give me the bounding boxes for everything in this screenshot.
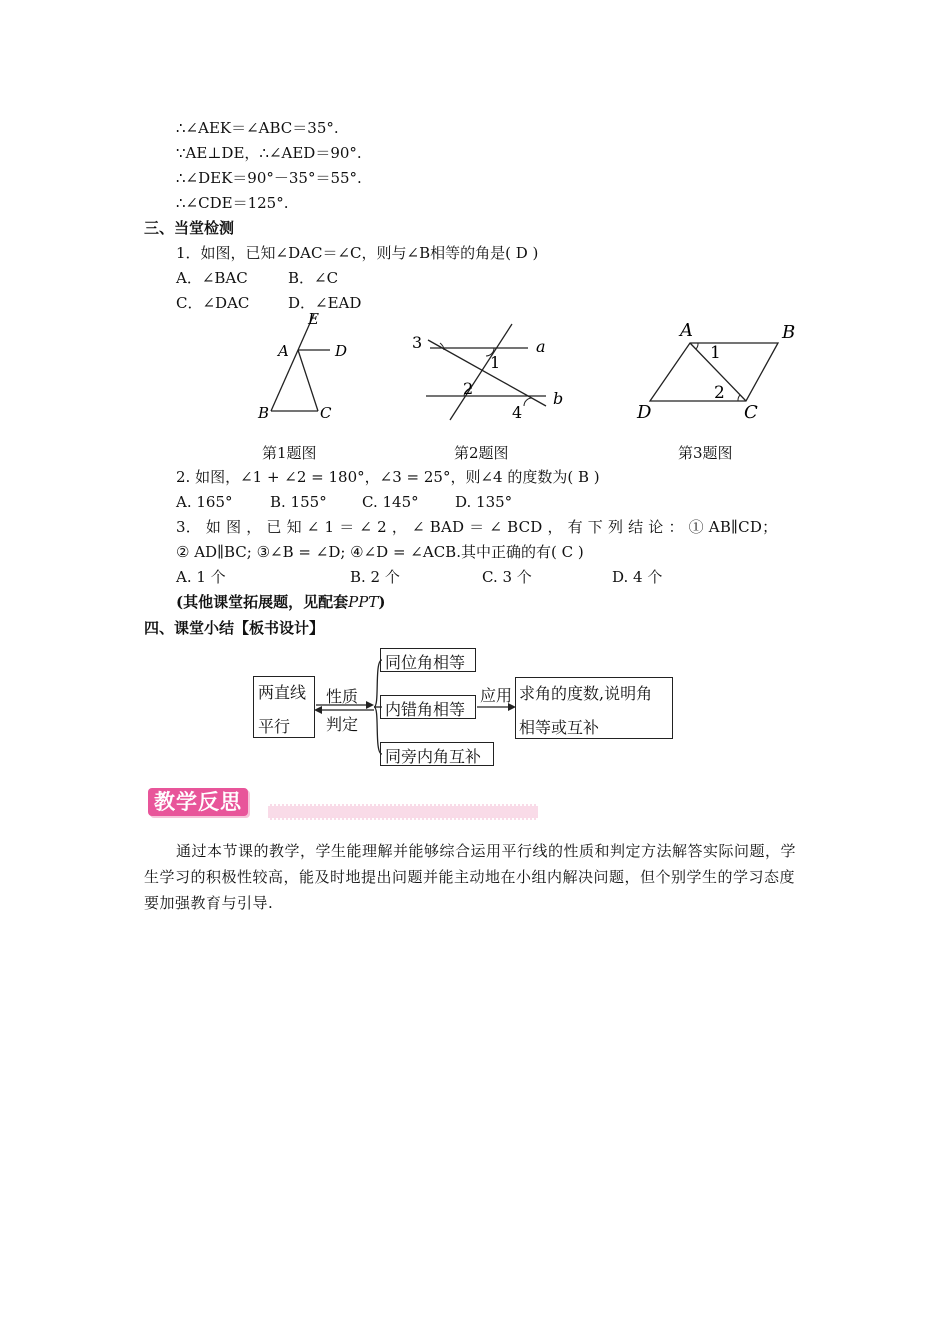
fig3-arc-2 <box>738 395 740 401</box>
q2-option-d: D. 135° <box>455 493 513 511</box>
fig2-label-4: 4 <box>512 403 523 422</box>
fig3-arc-1 <box>696 343 698 349</box>
section3-title: 三、当堂检测 <box>144 219 235 237</box>
board-right-line-1: 求角的度数,说明角 <box>519 684 653 703</box>
board-right-line-2: 相等或互补 <box>519 718 600 737</box>
proof-line-3: ∴∠DEK＝90°－35°＝55°. <box>176 169 362 187</box>
q1-option-a: A．∠BAC <box>176 269 248 287</box>
board-arrow-head-left <box>314 706 322 714</box>
fig1-label-d: D <box>335 342 348 360</box>
reflection-banner-title: 教学反思 <box>148 788 248 816</box>
board-arrow-head-right <box>366 701 374 709</box>
q3-stem-line-1: 3． 如 图 ， 已 知 ∠ 1 ＝ ∠ 2 ， ∠ BAD ＝ ∠ BCD ， 有 下 列 结 论 ： ① AB∥CD； <box>176 518 778 536</box>
fig2-label-a: a <box>536 337 546 356</box>
fig1-label-c: C <box>320 404 332 422</box>
fig3-label-b: B <box>782 322 796 343</box>
q3-option-c: C. 3 个 <box>482 568 532 586</box>
figure-1-caption: 第1题图 <box>262 444 317 462</box>
board-left-line-1: 两直线 <box>258 683 307 702</box>
proof-line-2: ∵AE⊥DE，∴∠AED＝90°. <box>176 144 362 162</box>
fig1-label-b: B <box>258 404 270 422</box>
fig2-arc-4 <box>524 398 532 406</box>
board-left-line-2: 平行 <box>258 717 291 736</box>
board-property-label: 性质 <box>326 687 359 706</box>
q1-option-d: D．∠EAD <box>288 294 362 312</box>
fig2-label-3: 3 <box>412 333 423 352</box>
fig1-line-ea <box>271 314 314 411</box>
q3-stem-line-2: ② AD∥BC; ③∠B = ∠D; ④∠D = ∠ACB.其中正确的有( C ) <box>176 543 584 561</box>
q3-option-a: A. 1 个 <box>176 568 226 586</box>
section4-title: 四、课堂小结【板书设计】 <box>144 619 325 637</box>
fig1-segment-ac <box>298 350 318 411</box>
q2-option-c: C. 145° <box>362 493 419 511</box>
extension-note: (其他课堂拓展题，见配套PPT) <box>176 593 386 611</box>
proof-line-1: ∴∠AEK＝∠ABC＝35°. <box>176 119 339 137</box>
figure-1 <box>250 310 360 422</box>
proof-line-4: ∴∠CDE＝125°. <box>176 194 289 212</box>
board-apply-label: 应用 <box>480 686 513 705</box>
fig2-label-b: b <box>553 389 564 408</box>
fig3-label-1: 1 <box>710 343 721 363</box>
board-item-2: 内错角相等 <box>385 700 466 719</box>
fig3-label-a: A <box>680 320 693 341</box>
fig2-label-1: 1 <box>490 353 501 372</box>
figure-3 <box>632 316 812 424</box>
figure-2 <box>408 318 573 424</box>
reflection-paragraph: 通过本节课的教学，学生能理解并能够综合运用平行线的性质和判定方法解答实际问题，学生学习的积极性较高，能及时地提出问题并能主动地在小组内解决问题，但个别学生的学习态度要加强教育与引导. <box>144 842 797 912</box>
q3-option-b: B. 2 个 <box>350 568 400 586</box>
fig3-label-c: C <box>744 402 758 423</box>
reflection-banner-strip <box>268 804 538 820</box>
fig1-label-a: A <box>278 342 289 360</box>
q1-option-b: B．∠C <box>288 269 339 287</box>
board-judgement-label: 判定 <box>326 715 359 734</box>
board-item-3: 同旁内角互补 <box>385 747 482 766</box>
q1-option-c: C．∠DAC <box>176 294 250 312</box>
q3-option-d: D. 4 个 <box>612 568 663 586</box>
fig1-label-e: E <box>308 310 319 328</box>
fig3-label-2: 2 <box>714 383 725 403</box>
fig2-label-2: 2 <box>463 379 474 398</box>
board-item-1: 同位角相等 <box>385 653 466 672</box>
fig3-label-d: D <box>637 402 652 423</box>
q2-option-a: A. 165° <box>176 493 233 511</box>
fig2-transversal-2 <box>450 324 512 420</box>
q1-stem: 1．如图，已知∠DAC＝∠C，则与∠B相等的角是( D ) <box>176 244 539 262</box>
q2-option-b: B. 155° <box>270 493 327 511</box>
figure-2-caption: 第2题图 <box>454 444 509 462</box>
q2-stem: 2. 如图，∠1 + ∠2 = 180°，∠3 = 25°，则∠4 的度数为( B ) <box>176 468 600 486</box>
figure-3-caption: 第3题图 <box>678 444 733 462</box>
